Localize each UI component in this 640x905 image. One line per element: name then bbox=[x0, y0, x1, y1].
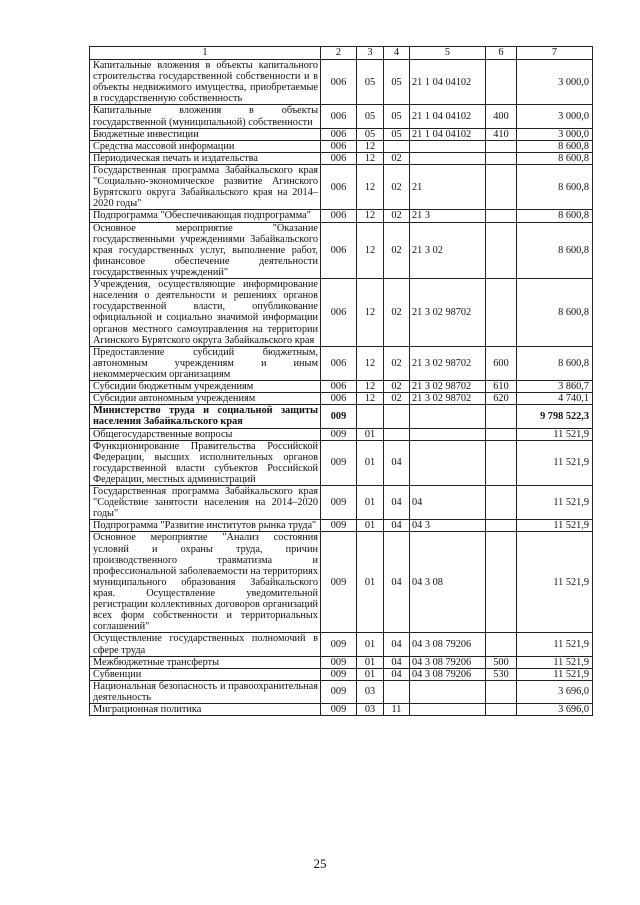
row-target-article-cell: 21 1 04 04102 bbox=[410, 128, 486, 140]
row-expense-type-cell: 610 bbox=[486, 381, 517, 393]
row-target-article-cell: 04 3 08 79206 bbox=[410, 633, 486, 656]
row-subsection-cell: 02 bbox=[384, 222, 410, 279]
row-expense-type-cell bbox=[486, 210, 517, 222]
row-expense-type-cell: 530 bbox=[486, 668, 517, 680]
row-section-cell: 12 bbox=[357, 210, 384, 222]
row-amount-cell: 3 696,0 bbox=[517, 680, 593, 703]
header-cell-5: 5 bbox=[410, 47, 486, 60]
row-grbs-cell: 006 bbox=[321, 279, 357, 347]
row-amount-cell: 9 798 522,3 bbox=[517, 405, 593, 428]
header-cell-7: 7 bbox=[517, 47, 593, 60]
row-name-cell: Миграционная политика bbox=[90, 704, 321, 716]
row-expense-type-cell bbox=[486, 633, 517, 656]
row-section-cell: 01 bbox=[357, 440, 384, 485]
row-grbs-cell: 009 bbox=[321, 668, 357, 680]
row-target-article-cell bbox=[410, 140, 486, 152]
table-row bbox=[90, 680, 593, 703]
row-grbs-cell: 009 bbox=[321, 656, 357, 668]
row-amount-cell: 3 696,0 bbox=[517, 704, 593, 716]
table-row bbox=[90, 405, 593, 428]
row-amount-cell: 8 600,8 bbox=[517, 210, 593, 222]
row-section-cell: 03 bbox=[357, 704, 384, 716]
row-subsection-cell: 04 bbox=[384, 656, 410, 668]
row-subsection-cell: 02 bbox=[384, 210, 410, 222]
row-expense-type-cell bbox=[486, 532, 517, 633]
row-expense-type-cell bbox=[486, 152, 517, 164]
row-grbs-cell: 009 bbox=[321, 704, 357, 716]
row-grbs-cell: 009 bbox=[321, 532, 357, 633]
row-subsection-cell: 02 bbox=[384, 279, 410, 347]
row-name-cell: Государственная программа Забайкальского края "Содействие занятости населения на 2014–2020 годы" bbox=[90, 486, 321, 520]
row-target-article-cell: 21 3 02 98702 bbox=[410, 381, 486, 393]
row-grbs-cell: 006 bbox=[321, 128, 357, 140]
row-section-cell: 12 bbox=[357, 222, 384, 279]
table-row bbox=[90, 346, 593, 380]
row-name-cell: Подпрограмма "Развитие институтов рынка труда" bbox=[90, 520, 321, 532]
row-grbs-cell: 006 bbox=[321, 105, 357, 128]
row-expense-type-cell bbox=[486, 279, 517, 347]
table-row bbox=[90, 486, 593, 520]
row-subsection-cell bbox=[384, 405, 410, 428]
row-amount-cell: 8 600,8 bbox=[517, 279, 593, 347]
row-amount-cell: 8 600,8 bbox=[517, 140, 593, 152]
row-target-article-cell bbox=[410, 405, 486, 428]
row-amount-cell: 4 740,1 bbox=[517, 393, 593, 405]
table-row bbox=[90, 440, 593, 485]
row-target-article-cell: 04 bbox=[410, 486, 486, 520]
row-expense-type-cell bbox=[486, 486, 517, 520]
row-name-cell: Периодическая печать и издательства bbox=[90, 152, 321, 164]
row-subsection-cell bbox=[384, 428, 410, 440]
row-subsection-cell: 04 bbox=[384, 633, 410, 656]
row-section-cell: 12 bbox=[357, 140, 384, 152]
row-name-cell: Национальная безопасность и правоохранительная деятельность bbox=[90, 680, 321, 703]
row-name-cell: Средства массовой информации bbox=[90, 140, 321, 152]
row-target-article-cell: 04 3 08 79206 bbox=[410, 668, 486, 680]
row-section-cell: 05 bbox=[357, 60, 384, 105]
row-section-cell: 01 bbox=[357, 532, 384, 633]
row-target-article-cell bbox=[410, 704, 486, 716]
row-grbs-cell: 006 bbox=[321, 381, 357, 393]
table-row bbox=[90, 152, 593, 164]
row-subsection-cell: 02 bbox=[384, 152, 410, 164]
row-subsection-cell: 04 bbox=[384, 668, 410, 680]
row-name-cell: Субсидии бюджетным учреждениям bbox=[90, 381, 321, 393]
row-section-cell: 12 bbox=[357, 381, 384, 393]
row-expense-type-cell bbox=[486, 704, 517, 716]
row-grbs-cell: 009 bbox=[321, 520, 357, 532]
row-name-cell: Капитальные вложения в объекты капитального строительства государственной собственности и в объекты недвижимого имущества, приобретаемые в государственную собственность bbox=[90, 60, 321, 105]
table-row bbox=[90, 520, 593, 532]
row-amount-cell: 11 521,9 bbox=[517, 520, 593, 532]
row-name-cell: Функционирование Правительства Российской Федерации, высших исполнительных органов государственной власти субъектов Российской Федерации, местных администраций bbox=[90, 440, 321, 485]
row-section-cell: 12 bbox=[357, 393, 384, 405]
table-row bbox=[90, 704, 593, 716]
table-row bbox=[90, 633, 593, 656]
row-expense-type-cell bbox=[486, 680, 517, 703]
row-target-article-cell bbox=[410, 680, 486, 703]
row-grbs-cell: 006 bbox=[321, 164, 357, 209]
row-amount-cell: 3 000,0 bbox=[517, 60, 593, 105]
row-grbs-cell: 006 bbox=[321, 140, 357, 152]
row-subsection-cell bbox=[384, 680, 410, 703]
row-section-cell: 05 bbox=[357, 128, 384, 140]
row-expense-type-cell: 400 bbox=[486, 105, 517, 128]
row-expense-type-cell bbox=[486, 440, 517, 485]
row-amount-cell: 11 521,9 bbox=[517, 633, 593, 656]
row-name-cell: Подпрограмма "Обеспечивающая подпрограмма" bbox=[90, 210, 321, 222]
row-expense-type-cell bbox=[486, 428, 517, 440]
table-row bbox=[90, 222, 593, 279]
row-grbs-cell: 006 bbox=[321, 222, 357, 279]
row-section-cell: 05 bbox=[357, 105, 384, 128]
row-section-cell: 01 bbox=[357, 633, 384, 656]
row-target-article-cell: 21 3 02 98702 bbox=[410, 393, 486, 405]
row-expense-type-cell bbox=[486, 140, 517, 152]
table-row bbox=[90, 428, 593, 440]
row-grbs-cell: 006 bbox=[321, 152, 357, 164]
row-name-cell: Общегосударственные вопросы bbox=[90, 428, 321, 440]
row-name-cell: Государственная программа Забайкальского края "Социально-экономическое развитие Агинского Бурятского округа Забайкальского края на 2014–2020 годы" bbox=[90, 164, 321, 209]
row-name-cell: Осуществление государственных полномочий в сфере труда bbox=[90, 633, 321, 656]
row-name-cell: Субсидии автономным учреждениям bbox=[90, 393, 321, 405]
row-target-article-cell: 04 3 08 79206 bbox=[410, 656, 486, 668]
row-subsection-cell: 05 bbox=[384, 60, 410, 105]
header-cell-4: 4 bbox=[384, 47, 410, 60]
row-target-article-cell bbox=[410, 440, 486, 485]
row-subsection-cell: 02 bbox=[384, 164, 410, 209]
row-target-article-cell bbox=[410, 428, 486, 440]
header-cell-3: 3 bbox=[357, 47, 384, 60]
row-grbs-cell: 009 bbox=[321, 486, 357, 520]
row-target-article-cell: 21 3 02 98702 bbox=[410, 346, 486, 380]
row-section-cell: 12 bbox=[357, 152, 384, 164]
row-name-cell: Основное мероприятие "Анализ состояния условий и охраны труда, причин производственного травматизма и профессиональной заболеваемости на территориях муниципального образования Забайкальского края. Осуществление уведомительной регистрации коллективных договоров организаций всех форм собственности и территориальных соглашений" bbox=[90, 532, 321, 633]
table-row bbox=[90, 668, 593, 680]
row-section-cell: 01 bbox=[357, 486, 384, 520]
row-grbs-cell: 009 bbox=[321, 405, 357, 428]
row-expense-type-cell: 600 bbox=[486, 346, 517, 380]
row-grbs-cell: 006 bbox=[321, 210, 357, 222]
header-cell-2: 2 bbox=[321, 47, 357, 60]
row-name-cell: Министерство труда и социальной защиты населения Забайкальского края bbox=[90, 405, 321, 428]
row-name-cell: Учреждения, осуществляющие информирование населения о деятельности и решениях органов государственной власти, опубликование официальной и социально значимой информации органов местного самоуправления на территории Агинского Бурятского округа Забайкальского края bbox=[90, 279, 321, 347]
row-grbs-cell: 006 bbox=[321, 60, 357, 105]
row-subsection-cell: 04 bbox=[384, 532, 410, 633]
row-section-cell: 01 bbox=[357, 428, 384, 440]
row-target-article-cell: 21 3 02 98702 bbox=[410, 279, 486, 347]
row-target-article-cell: 21 3 bbox=[410, 210, 486, 222]
table-row bbox=[90, 140, 593, 152]
row-target-article-cell: 04 3 bbox=[410, 520, 486, 532]
table-row bbox=[90, 164, 593, 209]
row-section-cell: 12 bbox=[357, 346, 384, 380]
row-subsection-cell: 11 bbox=[384, 704, 410, 716]
table-row bbox=[90, 393, 593, 405]
row-name-cell: Основное мероприятие "Оказание государственными учреждениями Забайкальского края государственных услуг, выполнение работ, финансовое обеспечение деятельности государственных учреждений" bbox=[90, 222, 321, 279]
row-grbs-cell: 009 bbox=[321, 440, 357, 485]
row-name-cell: Бюджетные инвестиции bbox=[90, 128, 321, 140]
row-target-article-cell: 21 3 02 bbox=[410, 222, 486, 279]
row-section-cell: 01 bbox=[357, 656, 384, 668]
row-expense-type-cell bbox=[486, 405, 517, 428]
row-amount-cell: 8 600,8 bbox=[517, 346, 593, 380]
row-amount-cell: 8 600,8 bbox=[517, 164, 593, 209]
row-subsection-cell: 05 bbox=[384, 128, 410, 140]
row-name-cell: Капитальные вложения в объекты государственной (муниципальной) собственности bbox=[90, 105, 321, 128]
row-subsection-cell bbox=[384, 140, 410, 152]
row-expense-type-cell bbox=[486, 520, 517, 532]
table-row bbox=[90, 656, 593, 668]
row-amount-cell: 11 521,9 bbox=[517, 486, 593, 520]
row-expense-type-cell bbox=[486, 164, 517, 209]
row-grbs-cell: 006 bbox=[321, 393, 357, 405]
row-amount-cell: 8 600,8 bbox=[517, 152, 593, 164]
row-subsection-cell: 04 bbox=[384, 520, 410, 532]
row-name-cell: Субвенции bbox=[90, 668, 321, 680]
header-cell-1: 1 bbox=[90, 47, 321, 60]
row-section-cell: 03 bbox=[357, 680, 384, 703]
row-amount-cell: 3 860,7 bbox=[517, 381, 593, 393]
row-amount-cell: 8 600,8 bbox=[517, 222, 593, 279]
table-row bbox=[90, 128, 593, 140]
row-amount-cell: 11 521,9 bbox=[517, 440, 593, 485]
page-number: 25 bbox=[313, 856, 327, 871]
row-grbs-cell: 009 bbox=[321, 680, 357, 703]
row-grbs-cell: 009 bbox=[321, 428, 357, 440]
row-section-cell bbox=[357, 405, 384, 428]
row-subsection-cell: 02 bbox=[384, 393, 410, 405]
row-expense-type-cell: 410 bbox=[486, 128, 517, 140]
row-target-article-cell bbox=[410, 152, 486, 164]
table-row bbox=[90, 279, 593, 347]
row-target-article-cell: 21 bbox=[410, 164, 486, 209]
row-name-cell: Предоставление субсидий бюджетным, автономным учреждениям и иным некоммерческим организациям bbox=[90, 346, 321, 380]
row-amount-cell: 11 521,9 bbox=[517, 668, 593, 680]
table-header-row bbox=[90, 47, 593, 60]
row-subsection-cell: 05 bbox=[384, 105, 410, 128]
row-expense-type-cell bbox=[486, 60, 517, 105]
row-name-cell: Межбюджетные трансферты bbox=[90, 656, 321, 668]
row-target-article-cell: 21 1 04 04102 bbox=[410, 60, 486, 105]
header-cell-6: 6 bbox=[486, 47, 517, 60]
table-row bbox=[90, 532, 593, 633]
row-expense-type-cell: 620 bbox=[486, 393, 517, 405]
row-subsection-cell: 02 bbox=[384, 381, 410, 393]
row-expense-type-cell: 500 bbox=[486, 656, 517, 668]
row-expense-type-cell bbox=[486, 222, 517, 279]
row-target-article-cell: 04 3 08 bbox=[410, 532, 486, 633]
row-section-cell: 12 bbox=[357, 164, 384, 209]
row-section-cell: 01 bbox=[357, 520, 384, 532]
row-grbs-cell: 009 bbox=[321, 633, 357, 656]
budget-table bbox=[89, 46, 593, 716]
row-amount-cell: 11 521,9 bbox=[517, 656, 593, 668]
row-grbs-cell: 006 bbox=[321, 346, 357, 380]
table-row bbox=[90, 60, 593, 105]
row-amount-cell: 3 000,0 bbox=[517, 105, 593, 128]
row-amount-cell: 11 521,9 bbox=[517, 532, 593, 633]
row-target-article-cell: 21 1 04 04102 bbox=[410, 105, 486, 128]
table-row bbox=[90, 381, 593, 393]
row-section-cell: 12 bbox=[357, 279, 384, 347]
row-amount-cell: 11 521,9 bbox=[517, 428, 593, 440]
row-subsection-cell: 02 bbox=[384, 346, 410, 380]
row-amount-cell: 3 000,0 bbox=[517, 128, 593, 140]
row-section-cell: 01 bbox=[357, 668, 384, 680]
table-row bbox=[90, 105, 593, 128]
row-subsection-cell: 04 bbox=[384, 486, 410, 520]
row-subsection-cell: 04 bbox=[384, 440, 410, 485]
table-row bbox=[90, 210, 593, 222]
